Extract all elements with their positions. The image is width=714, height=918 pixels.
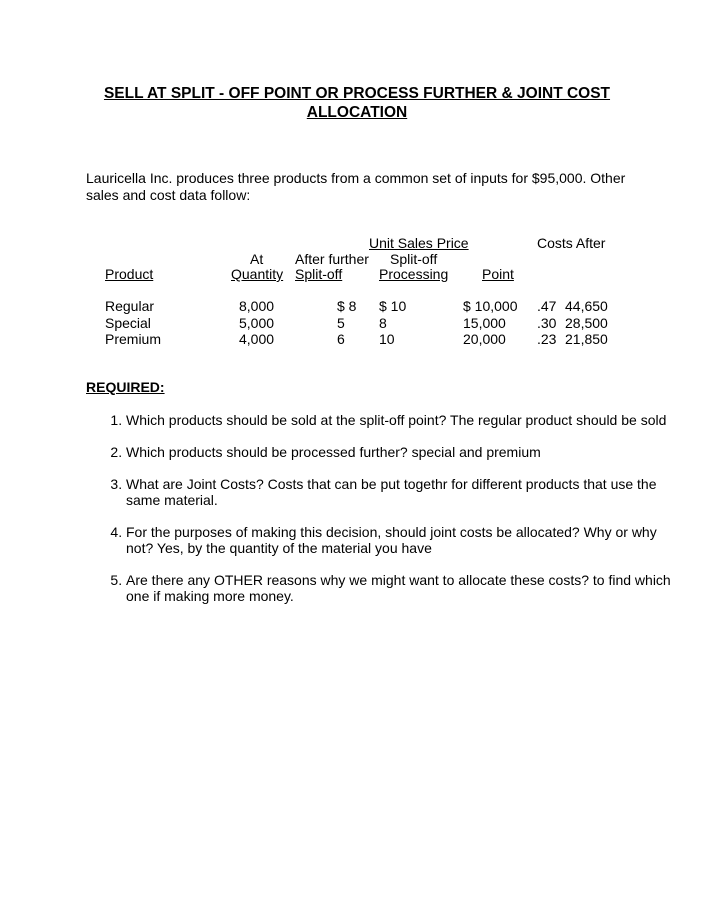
table-cell-cost-total: 44,650	[565, 298, 608, 314]
table-cell-point: 15,000	[463, 315, 506, 331]
at-header: At	[250, 251, 264, 267]
table-cell-cost-total: 28,500	[565, 315, 608, 331]
table-cell-cost-total: 21,850	[565, 331, 608, 347]
quantity-header: Quantity	[231, 266, 284, 282]
list-item	[126, 444, 674, 460]
question-text: Which products should be processed further?	[126, 444, 408, 460]
table-cell-splitoff: 5	[337, 315, 345, 331]
answer-text: The regular product should be sold	[450, 412, 667, 428]
table-cell-product: Special	[105, 315, 151, 331]
processing-header: Processing	[379, 266, 449, 282]
point-header: Point	[482, 266, 514, 282]
table-cell-product: Premium	[105, 331, 162, 347]
required-heading: REQUIRED:	[86, 379, 165, 395]
list-item	[126, 572, 674, 604]
table-cell-point: $ 10,000	[463, 298, 518, 314]
answer-text: Yes, by the quantity of the material you have	[156, 540, 432, 556]
answer-text: to find which one if making more money.	[126, 572, 671, 604]
after-further-header: After further	[295, 251, 369, 267]
table-cell-processing: 8	[379, 315, 387, 331]
list-item	[126, 476, 674, 508]
table-cell-splitoff: 6	[337, 331, 345, 347]
question-text: What are Joint Costs?	[126, 476, 264, 492]
question-list	[86, 412, 674, 620]
question-text: Which products should be sold at the split-off point?	[126, 412, 447, 428]
table-cell-processing: 10	[379, 331, 395, 347]
table-cell-cost-rate: .23	[537, 331, 557, 347]
splitoff-top-header: Split-off	[390, 251, 438, 267]
list-item	[126, 524, 674, 556]
answer-text: Costs that can be put togethr for different products that use the same material.	[126, 476, 657, 508]
costs-after-header: Costs After	[537, 235, 606, 251]
question-text: Are there any OTHER reasons why we might want to allocate these costs?	[126, 572, 589, 588]
answer-text: special and premium	[411, 444, 541, 460]
table-cell-quantity: 5,000	[239, 315, 275, 331]
intro-paragraph: Lauricella Inc. produces three products from a common set of inputs for $95,000. Other sales and cost data follow:	[86, 170, 626, 203]
table-cell-product: Regular	[105, 298, 155, 314]
table-cell-cost-rate: .30	[537, 315, 557, 331]
table-cell-quantity: 4,000	[239, 331, 275, 347]
product-header: Product	[105, 266, 154, 282]
table-cell-processing: $ 10	[379, 298, 407, 314]
table-cell-quantity: 8,000	[239, 298, 275, 314]
unit-sales-price-header: Unit Sales Price	[369, 235, 469, 251]
question-text: For the purposes of making this decision, should joint costs be allocated? Why or why not?	[126, 524, 657, 556]
table-cell-point: 20,000	[463, 331, 506, 347]
table-cell-cost-rate: .47	[537, 298, 557, 314]
splitoff-header: Split-off	[295, 266, 343, 282]
list-item	[126, 412, 674, 428]
document-title: SELL AT SPLIT - OFF POINT OR PROCESS FURTHER & JOINT COST ALLOCATION	[103, 85, 611, 121]
table-cell-splitoff: $ 8	[337, 298, 357, 314]
